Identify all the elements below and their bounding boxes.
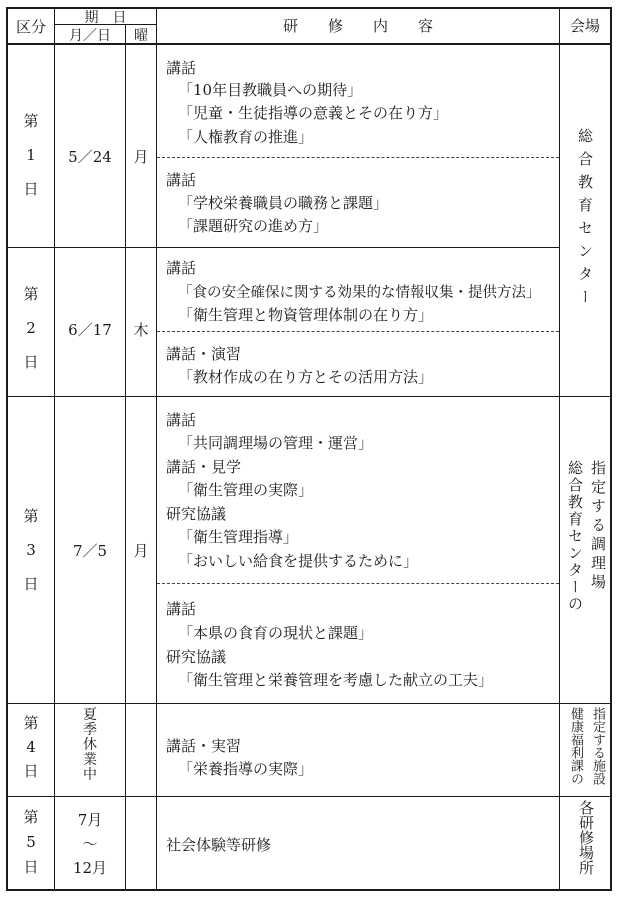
- day-label-char: 日: [23, 858, 39, 876]
- weekday-1: 月: [133, 148, 149, 166]
- content-line: 「教材作成の在り方とその活用方法」: [178, 368, 434, 386]
- content-heading: 講話・見学: [166, 458, 242, 476]
- content-line: 「本県の食育の現状と課題」: [178, 624, 374, 642]
- header-kubun: 区分: [15, 18, 46, 36]
- content-line: 社会体験等研修: [166, 836, 272, 854]
- day-label-char: 第: [23, 507, 39, 525]
- content-heading: 講話: [166, 600, 197, 618]
- content-heading: 講話・演習: [166, 345, 242, 363]
- day-label-char: 第: [23, 714, 39, 732]
- header-naiyou: 研 修 内 容: [282, 17, 433, 35]
- day-label-char: 日: [23, 575, 39, 593]
- header-tsukihi: 月／日: [69, 28, 111, 44]
- content-line: 「栄養指導の実際」: [178, 760, 314, 778]
- content-heading: 講話: [166, 259, 197, 277]
- weekday-3: 月: [133, 542, 149, 560]
- date-5: [55, 808, 125, 880]
- content-line: 「児童・生徒指導の意義とその在り方」: [178, 104, 449, 122]
- content-line: 「人権教育の推進」: [178, 128, 314, 146]
- day-label-5: [8, 806, 54, 878]
- content-line: 「衛生管理の実際」: [178, 481, 314, 499]
- content-line: 「衛生管理指導」: [178, 528, 299, 546]
- content-heading: 講話: [166, 59, 197, 77]
- date-2: 6／17: [68, 321, 112, 339]
- header-kaijou: 会場: [569, 17, 600, 35]
- day-label-char: 第: [23, 808, 39, 826]
- date-char: 夏: [83, 707, 97, 723]
- day-label-2: [8, 283, 54, 373]
- content-heading: 講話: [166, 411, 197, 429]
- date-char: 業: [83, 752, 97, 768]
- venue-day-5: 各研修場所: [577, 800, 595, 875]
- date-char: 休: [83, 737, 97, 753]
- date-char: 中: [83, 767, 97, 783]
- header-kijitsu: 期 日: [84, 10, 127, 26]
- day-label-char: 2: [26, 319, 36, 337]
- content-line: 「学校栄養職員の職務と課題」: [178, 194, 389, 212]
- content-heading: 研究協議: [166, 505, 227, 523]
- content-heading: 講話・実習: [166, 737, 242, 755]
- content-line: 「10年目教職員への期待」: [178, 81, 363, 99]
- day-label-3: [8, 505, 54, 595]
- date-char: 7月: [77, 811, 103, 829]
- date-1: 5／24: [68, 148, 112, 166]
- date-char: ～: [82, 835, 98, 853]
- day-label-char: 日: [23, 762, 39, 780]
- content-heading: 講話: [166, 171, 197, 189]
- day-label-char: 5: [26, 833, 36, 851]
- date-3: 7／5: [72, 542, 108, 560]
- day-label-4: [8, 712, 54, 782]
- day-label-1: [8, 110, 54, 200]
- day-label-char: 日: [23, 353, 39, 371]
- content-line: 「衛生管理と栄養管理を考慮した献立の工夫」: [178, 671, 494, 689]
- date-char: 12月: [72, 859, 108, 877]
- venue-day-3-line2: 総合教育センターの: [566, 460, 584, 613]
- day-label-char: 3: [26, 541, 36, 559]
- weekday-2: 木: [133, 321, 149, 339]
- day-label-char: 日: [23, 180, 39, 198]
- content-line: 「おいしい給食を提供するために」: [178, 552, 419, 570]
- venue-day-4-line1: 指定する施設: [590, 707, 605, 785]
- date-4: [55, 708, 125, 783]
- content-line: 「食の安全確保に関する効果的な情報収集・提供方法」: [178, 285, 541, 301]
- date-char: 季: [83, 722, 97, 738]
- venue-day-4-line2: 健康福利課の: [568, 707, 583, 785]
- venue-days-1-2: 総合教育センター: [576, 128, 594, 312]
- content-heading: 研究協議: [166, 648, 227, 666]
- header-youbi: 曜: [134, 28, 148, 44]
- content-line: 「共同調理場の管理・運営」: [178, 434, 374, 452]
- venue-day-3-line1: 指定する調理場: [589, 460, 607, 593]
- content-line: 「衛生管理と物資管理体制の在り方」: [178, 306, 434, 324]
- day-label-char: 1: [26, 146, 36, 164]
- day-label-char: 4: [26, 738, 36, 756]
- day-label-char: 第: [23, 285, 39, 303]
- content-line: 「課題研究の進め方」: [178, 217, 329, 235]
- day-label-char: 第: [23, 112, 39, 130]
